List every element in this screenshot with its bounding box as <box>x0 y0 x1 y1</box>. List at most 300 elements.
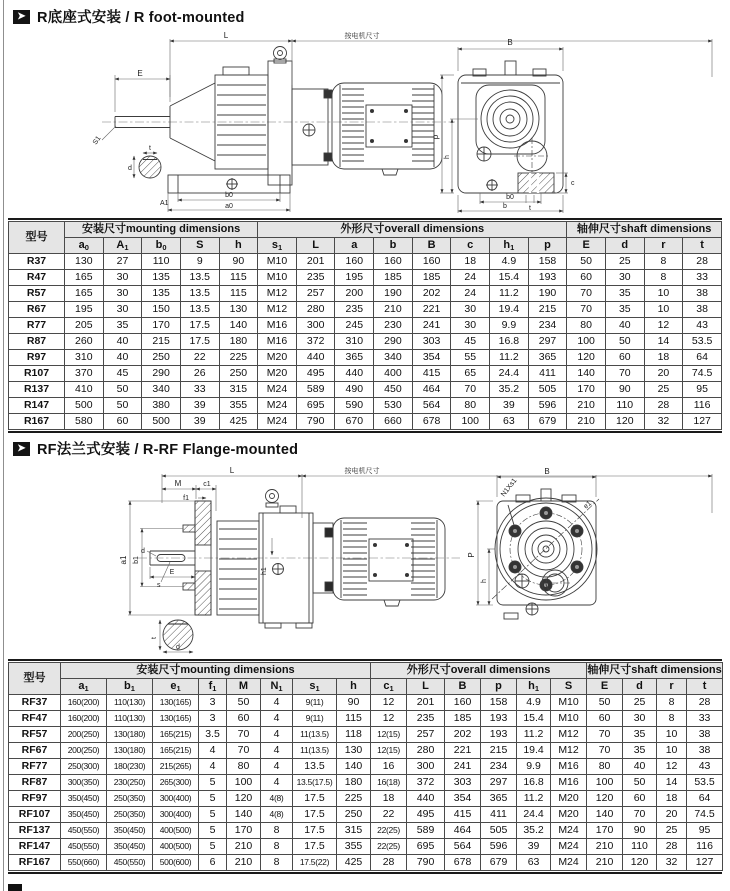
value-cell: 130(180) <box>107 727 153 743</box>
value-cell: 25 <box>623 695 657 711</box>
value-cell: 22(25) <box>371 839 407 855</box>
value-cell: 115 <box>337 711 371 727</box>
value-cell: 315 <box>337 823 371 839</box>
value-cell: 35.2 <box>490 382 529 398</box>
value-cell: 411 <box>481 807 517 823</box>
motor-size-note: 按电机尺寸 <box>344 468 380 475</box>
value-cell: 300(350) <box>61 775 107 791</box>
value-cell: 53.5 <box>683 334 722 350</box>
value-cell: 5 <box>199 807 227 823</box>
value-cell: 17.5(22) <box>293 855 337 871</box>
value-cell: 297 <box>528 334 567 350</box>
table-row <box>9 270 722 286</box>
value-cell: 9.9 <box>517 759 551 775</box>
value-cell: 25 <box>644 382 683 398</box>
column-header: $s_1$ <box>293 679 337 695</box>
value-cell: 160 <box>374 254 413 270</box>
column-header: L <box>407 679 445 695</box>
table-row <box>9 302 722 318</box>
value-cell: 28 <box>683 254 722 270</box>
column-header: t <box>683 238 722 254</box>
value-cell: 210 <box>374 302 413 318</box>
value-cell: 40 <box>623 759 657 775</box>
value-cell: 245 <box>335 318 374 334</box>
column-header: B <box>445 679 481 695</box>
value-cell: 70 <box>605 366 644 382</box>
value-cell: 225 <box>219 350 258 366</box>
value-cell: M24 <box>551 839 587 855</box>
value-cell: 185 <box>445 711 481 727</box>
value-cell: 16(18) <box>371 775 407 791</box>
value-cell: 13.5 <box>180 302 219 318</box>
value-cell: 140 <box>567 366 606 382</box>
value-cell: 70 <box>567 302 606 318</box>
value-cell: 215 <box>528 302 567 318</box>
dim-B: B <box>507 38 513 47</box>
value-cell: 695 <box>296 398 335 414</box>
value-cell: 30 <box>451 318 490 334</box>
value-cell: 372 <box>296 334 335 350</box>
value-cell: 35 <box>623 727 657 743</box>
value-cell: 290 <box>374 334 413 350</box>
value-cell: 17.5 <box>293 839 337 855</box>
table-row <box>9 414 722 430</box>
column-header: M <box>227 679 261 695</box>
value-cell: 170 <box>227 823 261 839</box>
column-header: S <box>180 238 219 254</box>
value-cell: 596 <box>528 398 567 414</box>
value-cell: 257 <box>407 727 445 743</box>
value-cell: 28 <box>687 695 723 711</box>
value-cell: 190 <box>528 286 567 302</box>
value-cell: 158 <box>528 254 567 270</box>
value-cell: 201 <box>296 254 335 270</box>
model-cell: R77 <box>9 318 65 334</box>
shaft-section <box>139 156 161 178</box>
value-cell: 250 <box>142 350 181 366</box>
value-cell: 8 <box>657 711 687 727</box>
value-cell: 160 <box>412 254 451 270</box>
value-cell: 165 <box>65 270 104 286</box>
value-cell: 464 <box>445 823 481 839</box>
column-header: $c_1$ <box>371 679 407 695</box>
value-cell: 60 <box>103 414 142 430</box>
table-row <box>9 382 722 398</box>
value-cell: M12 <box>258 302 297 318</box>
value-cell: 4.9 <box>517 695 551 711</box>
value-cell: 30 <box>451 302 490 318</box>
value-cell: 340 <box>374 350 413 366</box>
value-cell: 297 <box>481 775 517 791</box>
value-cell: 550(660) <box>61 855 107 871</box>
value-cell: 150 <box>142 302 181 318</box>
value-cell: M24 <box>258 414 297 430</box>
group-header: 外形尺寸overall dimensions <box>258 222 567 238</box>
column-header: E <box>587 679 623 695</box>
value-cell: 90 <box>219 254 258 270</box>
value-cell: 170 <box>567 382 606 398</box>
value-cell: 60 <box>587 711 623 727</box>
value-cell: 5 <box>199 823 227 839</box>
value-cell: 9(11) <box>293 695 337 711</box>
value-cell: 300 <box>296 318 335 334</box>
value-cell: 695 <box>407 839 445 855</box>
value-cell: 50 <box>623 775 657 791</box>
value-cell: 140 <box>587 807 623 823</box>
dim-f1: f1 <box>183 495 189 502</box>
value-cell: 24 <box>451 286 490 302</box>
group-header: 轴伸尺寸shaft dimensions <box>567 222 722 238</box>
value-cell: 234 <box>481 759 517 775</box>
column-header: d <box>623 679 657 695</box>
value-cell: 241 <box>445 759 481 775</box>
value-cell: 39 <box>180 414 219 430</box>
value-cell: 193 <box>481 727 517 743</box>
column-header: b <box>374 238 413 254</box>
value-cell: 315 <box>219 382 258 398</box>
dim-e1: e1 <box>582 500 594 511</box>
column-header: $f_1$ <box>199 679 227 695</box>
value-cell: 790 <box>296 414 335 430</box>
dim-N1s1: N1Xs1 <box>500 477 519 499</box>
value-cell: 12 <box>371 711 407 727</box>
dim-d: d <box>141 548 145 555</box>
column-header: $N_1$ <box>261 679 293 695</box>
value-cell: 60 <box>567 270 606 286</box>
column-header: h <box>337 679 371 695</box>
model-cell: RF87 <box>9 775 61 791</box>
value-cell: 50 <box>103 382 142 398</box>
value-cell: 118 <box>337 727 371 743</box>
value-cell: 60 <box>605 350 644 366</box>
value-cell: 235 <box>296 270 335 286</box>
value-cell: 63 <box>517 855 551 871</box>
value-cell: 55 <box>451 350 490 366</box>
value-cell: 130(165) <box>153 711 199 727</box>
value-cell: 679 <box>481 855 517 871</box>
value-cell: 310 <box>65 350 104 366</box>
value-cell: M16 <box>551 759 587 775</box>
table-row <box>9 318 722 334</box>
value-cell: 210 <box>227 839 261 855</box>
dim-d2: d <box>176 644 180 651</box>
value-cell: 160(200) <box>61 711 107 727</box>
value-cell: 15.4 <box>490 270 529 286</box>
value-cell: 590 <box>335 398 374 414</box>
value-cell: 365 <box>528 350 567 366</box>
value-cell: M20 <box>258 366 297 382</box>
value-cell: 19.4 <box>517 743 551 759</box>
dim-c1: c1 <box>203 481 211 488</box>
value-cell: 127 <box>683 414 722 430</box>
value-cell: M24 <box>258 398 297 414</box>
model-cell: RF67 <box>9 743 61 759</box>
column-header: r <box>657 679 687 695</box>
column-header: p <box>528 238 567 254</box>
value-cell: 210 <box>587 855 623 871</box>
value-cell: 12 <box>657 759 687 775</box>
value-cell: 185 <box>412 270 451 286</box>
value-cell: 670 <box>335 414 374 430</box>
column-header: $a_0$ <box>65 238 104 254</box>
value-cell: 70 <box>587 743 623 759</box>
value-cell: 221 <box>445 743 481 759</box>
value-cell: 500 <box>142 414 181 430</box>
end-view <box>492 489 599 619</box>
value-cell: 14 <box>644 334 683 350</box>
value-cell: 35.2 <box>517 823 551 839</box>
value-cell: 33 <box>687 711 723 727</box>
value-cell: 350(450) <box>107 839 153 855</box>
value-cell: 505 <box>528 382 567 398</box>
value-cell: 300 <box>407 759 445 775</box>
value-cell: 13.5 <box>180 286 219 302</box>
value-cell: 100 <box>451 414 490 430</box>
end-view-dims <box>476 475 596 605</box>
value-cell: 8 <box>261 855 293 871</box>
value-cell: 130(165) <box>153 695 199 711</box>
value-cell: 596 <box>481 839 517 855</box>
value-cell: 180 <box>337 775 371 791</box>
dim-E: E <box>137 69 143 78</box>
value-cell: 200(250) <box>61 727 107 743</box>
value-cell: 17.5 <box>180 318 219 334</box>
value-cell: 30 <box>103 302 142 318</box>
value-cell: 18 <box>644 350 683 366</box>
model-cell: R57 <box>9 286 65 302</box>
value-cell: 500 <box>65 398 104 414</box>
value-cell: 425 <box>219 414 258 430</box>
value-cell: 490 <box>335 382 374 398</box>
dim-b1: b1 <box>133 556 140 564</box>
value-cell: 24.4 <box>490 366 529 382</box>
value-cell: 74.5 <box>687 807 723 823</box>
model-cell: R97 <box>9 350 65 366</box>
value-cell: 180(230) <box>107 759 153 775</box>
value-cell: 4 <box>261 775 293 791</box>
dim-h: h <box>481 579 488 583</box>
table-row <box>9 775 723 791</box>
value-cell: 8 <box>261 839 293 855</box>
value-cell: 4.9 <box>490 254 529 270</box>
value-cell: 235 <box>407 711 445 727</box>
value-cell: 440 <box>335 366 374 382</box>
value-cell: 45 <box>103 366 142 382</box>
section2-header <box>13 438 298 459</box>
dim-t: t <box>151 637 158 639</box>
motor-size-note: 按电机尺寸 <box>344 33 380 40</box>
value-cell: M12 <box>258 286 297 302</box>
table-row <box>9 366 722 382</box>
column-header: p <box>481 679 517 695</box>
value-cell: 130(180) <box>107 743 153 759</box>
model-cell: RF147 <box>9 839 61 855</box>
value-cell: 64 <box>687 791 723 807</box>
column-header: d <box>605 238 644 254</box>
value-cell: 10 <box>644 302 683 318</box>
value-cell: M10 <box>258 254 297 270</box>
value-cell: 95 <box>687 823 723 839</box>
model-cell: RF137 <box>9 823 61 839</box>
dim-b0-end: b0 <box>506 194 514 201</box>
value-cell: 354 <box>445 791 481 807</box>
value-cell: 450 <box>374 382 413 398</box>
value-cell: 365 <box>481 791 517 807</box>
column-header: $e_1$ <box>153 679 199 695</box>
dim-B: B <box>544 467 550 476</box>
value-cell: 32 <box>644 414 683 430</box>
value-cell: 205 <box>65 318 104 334</box>
group-header: 轴伸尺寸shaft dimensions <box>587 663 723 679</box>
value-cell: 250(300) <box>61 759 107 775</box>
value-cell: 80 <box>227 759 261 775</box>
value-cell: 115 <box>219 286 258 302</box>
value-cell: 4 <box>261 695 293 711</box>
dim-M: M <box>174 479 182 488</box>
value-cell: 13.5(17.5) <box>293 775 337 791</box>
value-cell: 250 <box>337 807 371 823</box>
value-cell: 280 <box>296 302 335 318</box>
value-cell: 5 <box>199 839 227 855</box>
model-cell: R147 <box>9 398 65 414</box>
value-cell: 100 <box>587 775 623 791</box>
foot-mounted-table-wrap <box>8 218 722 433</box>
value-cell: 70 <box>227 727 261 743</box>
value-cell: 234 <box>528 318 567 334</box>
table-row <box>9 823 723 839</box>
value-cell: M24 <box>551 855 587 871</box>
value-cell: 40 <box>103 350 142 366</box>
value-cell: 19.4 <box>490 302 529 318</box>
value-cell: 380 <box>142 398 181 414</box>
value-cell: 8 <box>261 823 293 839</box>
value-cell: 35 <box>605 286 644 302</box>
value-cell: 30 <box>623 711 657 727</box>
group-header: 安装尺寸mounting dimensions <box>65 222 258 238</box>
table-row <box>9 743 723 759</box>
column-header: $h_1$ <box>517 679 551 695</box>
value-cell: 202 <box>412 286 451 302</box>
flange-mounted-dimension-drawing <box>10 463 722 655</box>
value-cell: 400 <box>374 366 413 382</box>
page-frame-line <box>3 0 4 891</box>
model-cell: R87 <box>9 334 65 350</box>
section-marker-icon <box>13 10 30 24</box>
column-header: a <box>335 238 374 254</box>
value-cell: 678 <box>412 414 451 430</box>
value-cell: 17.5 <box>293 791 337 807</box>
value-cell: 11.2 <box>517 727 551 743</box>
column-header: S <box>551 679 587 695</box>
value-cell: 130 <box>337 743 371 759</box>
table-row <box>9 791 723 807</box>
value-cell: 120 <box>587 791 623 807</box>
value-cell: 80 <box>451 398 490 414</box>
value-cell: 11(13.5) <box>293 727 337 743</box>
value-cell: 35 <box>623 743 657 759</box>
value-cell: 110(130) <box>107 695 153 711</box>
value-cell: 195 <box>65 302 104 318</box>
value-cell: 17.5 <box>180 334 219 350</box>
value-cell: 210 <box>587 839 623 855</box>
value-cell: 450(550) <box>61 823 107 839</box>
table-row <box>9 807 723 823</box>
value-cell: 200(250) <box>61 743 107 759</box>
value-cell: 250(350) <box>107 807 153 823</box>
dim-E: E <box>169 569 175 576</box>
value-cell: 202 <box>445 727 481 743</box>
value-cell: 40 <box>103 334 142 350</box>
value-cell: 38 <box>687 743 723 759</box>
value-cell: 10 <box>657 743 687 759</box>
value-cell: M20 <box>551 791 587 807</box>
value-cell: 130 <box>65 254 104 270</box>
value-cell: 127 <box>687 855 723 871</box>
value-cell: 110 <box>142 254 181 270</box>
value-cell: 33 <box>683 270 722 286</box>
value-cell: 95 <box>683 382 722 398</box>
value-cell: M10 <box>551 711 587 727</box>
group-header: 外形尺寸overall dimensions <box>371 663 587 679</box>
table-row <box>9 727 723 743</box>
value-cell: 193 <box>481 711 517 727</box>
value-cell: 505 <box>481 823 517 839</box>
value-cell: 290 <box>142 366 181 382</box>
value-cell: 70 <box>567 286 606 302</box>
value-cell: 260 <box>65 334 104 350</box>
value-cell: 12(15) <box>371 727 407 743</box>
value-cell: 10 <box>657 727 687 743</box>
value-cell: 30 <box>103 286 142 302</box>
value-cell: 241 <box>412 318 451 334</box>
value-cell: 500(600) <box>153 855 199 871</box>
value-cell: 70 <box>587 727 623 743</box>
value-cell: M10 <box>258 270 297 286</box>
dim-s: s <box>157 582 161 589</box>
value-cell: 230(250) <box>107 775 153 791</box>
value-cell: 355 <box>219 398 258 414</box>
value-cell: 158 <box>481 695 517 711</box>
value-cell: 678 <box>445 855 481 871</box>
value-cell: 365 <box>335 350 374 366</box>
value-cell: 250 <box>219 366 258 382</box>
value-cell: 30 <box>103 270 142 286</box>
value-cell: 39 <box>490 398 529 414</box>
column-header: L <box>296 238 335 254</box>
value-cell: 13.5 <box>293 759 337 775</box>
model-cell: R137 <box>9 382 65 398</box>
column-header: B <box>412 238 451 254</box>
value-cell: 411 <box>528 366 567 382</box>
value-cell: 530 <box>374 398 413 414</box>
value-cell: 80 <box>567 318 606 334</box>
column-header: $s_1$ <box>258 238 297 254</box>
column-header: $b_0$ <box>142 238 181 254</box>
value-cell: 28 <box>644 398 683 414</box>
value-cell: 5 <box>199 775 227 791</box>
value-cell: 63 <box>490 414 529 430</box>
dim-t2: t <box>529 205 531 212</box>
value-cell: 38 <box>683 302 722 318</box>
model-cell: RF37 <box>9 695 61 711</box>
value-cell: 8 <box>644 254 683 270</box>
value-cell: 4 <box>261 759 293 775</box>
dimension-lines <box>102 39 712 212</box>
side-view <box>138 490 460 629</box>
value-cell: 18 <box>657 791 687 807</box>
value-cell: 12 <box>371 695 407 711</box>
table-row <box>9 695 723 711</box>
